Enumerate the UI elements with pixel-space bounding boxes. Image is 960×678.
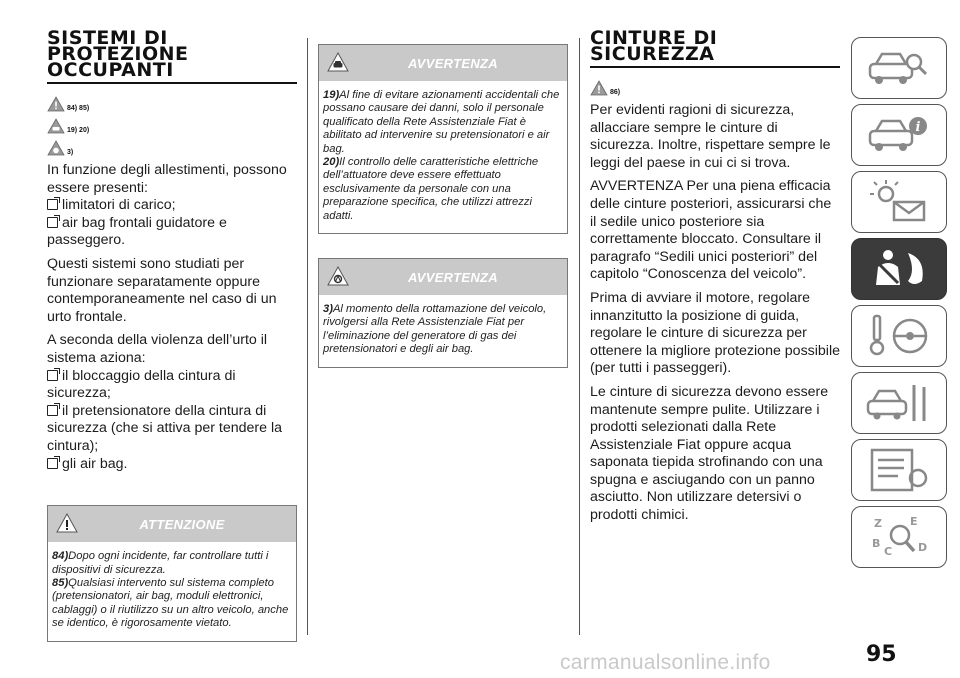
tab-warning-lights[interactable] (851, 171, 947, 233)
notice-item (323, 89, 563, 156)
body-paragraph: Questi sistemi sono studiati per funzionare separatamente oppure contemporaneamente nel caso di un urto frontale. (47, 255, 277, 325)
warning-notice (318, 258, 568, 368)
seatbelt-airbag-icon (864, 245, 934, 293)
danger-triangle-icon (590, 80, 608, 96)
tab-maintenance[interactable] (851, 439, 947, 501)
notice-item (323, 303, 563, 357)
list-item-text: gli air bag. (62, 455, 128, 472)
reference-label: 3) (67, 149, 74, 156)
notice-item (52, 550, 292, 577)
reference-label: 84) 85) (67, 105, 90, 112)
reference-label: 19) 20) (67, 127, 90, 134)
warning-notice (318, 44, 568, 234)
environment-warning-icon (47, 140, 65, 156)
list-item (47, 456, 297, 474)
car-warning-icon (47, 118, 65, 134)
notice-title: ATTENZIONE (139, 517, 225, 533)
notice-item-number: 84) (52, 550, 69, 563)
watermark: carmanualsonline.info (560, 651, 771, 674)
notice-item-number: 85) (52, 576, 69, 589)
reference-row (590, 74, 840, 96)
tab-emergency[interactable] (851, 372, 947, 434)
title-line: SISTEMI DI (47, 27, 168, 49)
index-search-icon (864, 513, 934, 561)
checkbox-bullet-icon (47, 458, 58, 469)
section-title-occupant-protection (47, 27, 297, 81)
notice-title: AVVERTENZA (408, 56, 498, 71)
page-number: 95 (866, 642, 897, 667)
reference-row (47, 134, 297, 156)
column-seat-belts (590, 27, 840, 525)
danger-triangle-icon (47, 96, 65, 112)
list-item-text: il bloccaggio della cintura di sicurezza; (47, 367, 236, 402)
title-rule (590, 66, 840, 68)
column-warnings (318, 44, 568, 368)
notice-item-number: 19) (323, 89, 340, 101)
list-item-text: il pretensionatore della cintura di sicurezza (che si attiva per tendere la cintura); (47, 402, 282, 454)
title-rule (47, 82, 297, 84)
notice-body (48, 542, 296, 640)
checkbox-bullet-icon (47, 405, 58, 416)
column-occupant-protection (47, 27, 297, 642)
title-line: PROTEZIONE (47, 43, 189, 65)
reference-row (47, 90, 297, 112)
notice-item-number: 3) (323, 303, 333, 316)
section-title-seat-belts (590, 27, 840, 65)
chapter-tabs (851, 37, 947, 573)
notice-body (319, 295, 567, 367)
tab-vehicle-knowledge[interactable] (851, 37, 947, 99)
title-line: CINTURE DI (590, 27, 718, 49)
notice-item-text: Dopo ogni incidente, far controllare tutti i dispositivi di sicurezza. (52, 550, 269, 576)
list-item (47, 368, 297, 403)
warning-lights-icon (864, 178, 934, 226)
body-paragraph: Le cinture di sicurezza devono essere mantenute sempre pulite. Utilizzare i prodotti selezionati dalla Rete Assistenziale Fiat oppure acqua saponata tiepida strofinando con una spugna e asciugando con un panno asciutto. Non utilizzare detersivi o prodotti chimici. (590, 383, 829, 524)
notice-header (319, 259, 567, 295)
list-item (47, 197, 297, 215)
notice-body (319, 81, 567, 233)
notice-header (48, 506, 296, 542)
checkbox-bullet-icon (47, 217, 58, 228)
list-item (47, 403, 297, 456)
body-paragraph: A seconda della violenza dell’urto il sistema aziona: (47, 332, 268, 366)
notice-item (52, 577, 292, 631)
list-item-text: limitatori di carico; (62, 197, 176, 214)
reference-label: 86) (610, 89, 621, 96)
checkbox-bullet-icon (47, 199, 58, 210)
title-line: OCCUPANTI (47, 59, 174, 81)
svg-text:i: i (915, 120, 921, 135)
column-divider (307, 38, 308, 635)
car-search-icon (864, 44, 934, 92)
list-item (47, 215, 297, 250)
key-steering-icon (864, 312, 934, 360)
notice-item-number: 20) (323, 156, 340, 169)
maintenance-list-icon (864, 446, 934, 494)
list-item-text: air bag frontali guidatore e passeggero. (47, 214, 227, 249)
car-tools-icon (864, 379, 934, 427)
notice-item (323, 156, 563, 223)
svg-text:E: E (910, 515, 918, 528)
attention-notice (47, 505, 297, 641)
notice-item-text: Il controllo delle caratteristiche elettriche dell’attuatore deve essere effettuato esclusivamente da personale con una preparazione specifica, che utilizzi attrezzi adatti. (323, 156, 539, 222)
svg-text:D: D (918, 541, 928, 554)
reference-row (47, 112, 297, 134)
notice-title: AVVERTENZA (408, 270, 498, 286)
column-divider (579, 38, 580, 635)
tab-safety[interactable] (851, 238, 947, 300)
notice-item-text: Al momento della rottamazione del veicolo, rivolgersi alla Rete Assistenziale Fiat per l’eliminazione del generatore di gas dei pretensionatori e degli air bag. (323, 303, 547, 356)
tab-starting-driving[interactable] (851, 305, 947, 367)
title-line: SICUREZZA (590, 43, 715, 65)
tab-index[interactable] (851, 506, 947, 568)
body-paragraph: AVVERTENZA Per una piena efficacia delle cinture posteriori, assicurarsi che il sedile unico posteriore sia correttamente bloccato. Consultare il paragrafo “Sedili unici posteriori” del capitolo “Conoscenza del veicolo”. (590, 178, 832, 283)
body-paragraph: Per evidenti ragioni di sicurezza, allacciare sempre le cinture di sicurezza. Inoltre, rispettare sempre le leggi del paese in cui ci si trova. (590, 102, 831, 171)
intro-paragraph: In funzione degli allestimenti, possono essere presenti: (47, 162, 287, 196)
notice-header (319, 45, 567, 81)
car-info-icon (864, 111, 934, 159)
svg-text:C: C (884, 545, 893, 558)
checkbox-bullet-icon (47, 370, 58, 381)
svg-text:Z: Z (874, 517, 882, 530)
body-paragraph: Prima di avviare il motore, regolare innanzitutto la posizione di guida, regolare le cinture di sicurezza per ottenere la migliore protezione possibile (per tutti i passeggeri). (590, 289, 840, 377)
notice-item-text: Al fine di evitare azionamenti accidentali che possano causare dei danni, solo il personale qualificato della Rete Assistenziale Fiat è abilitato ad intervenire su pretensionatori e air bag. (323, 89, 560, 155)
svg-text:B: B (872, 537, 881, 550)
tab-dashboard[interactable] (851, 104, 947, 166)
notice-item-text: Qualsiasi intervento sul sistema completo (pretensionatori, air bag, moduli elettronici, cablaggi) o il riutilizzo su un altro veicolo, anche se identico, è rigorosamente vietato. (52, 576, 289, 630)
